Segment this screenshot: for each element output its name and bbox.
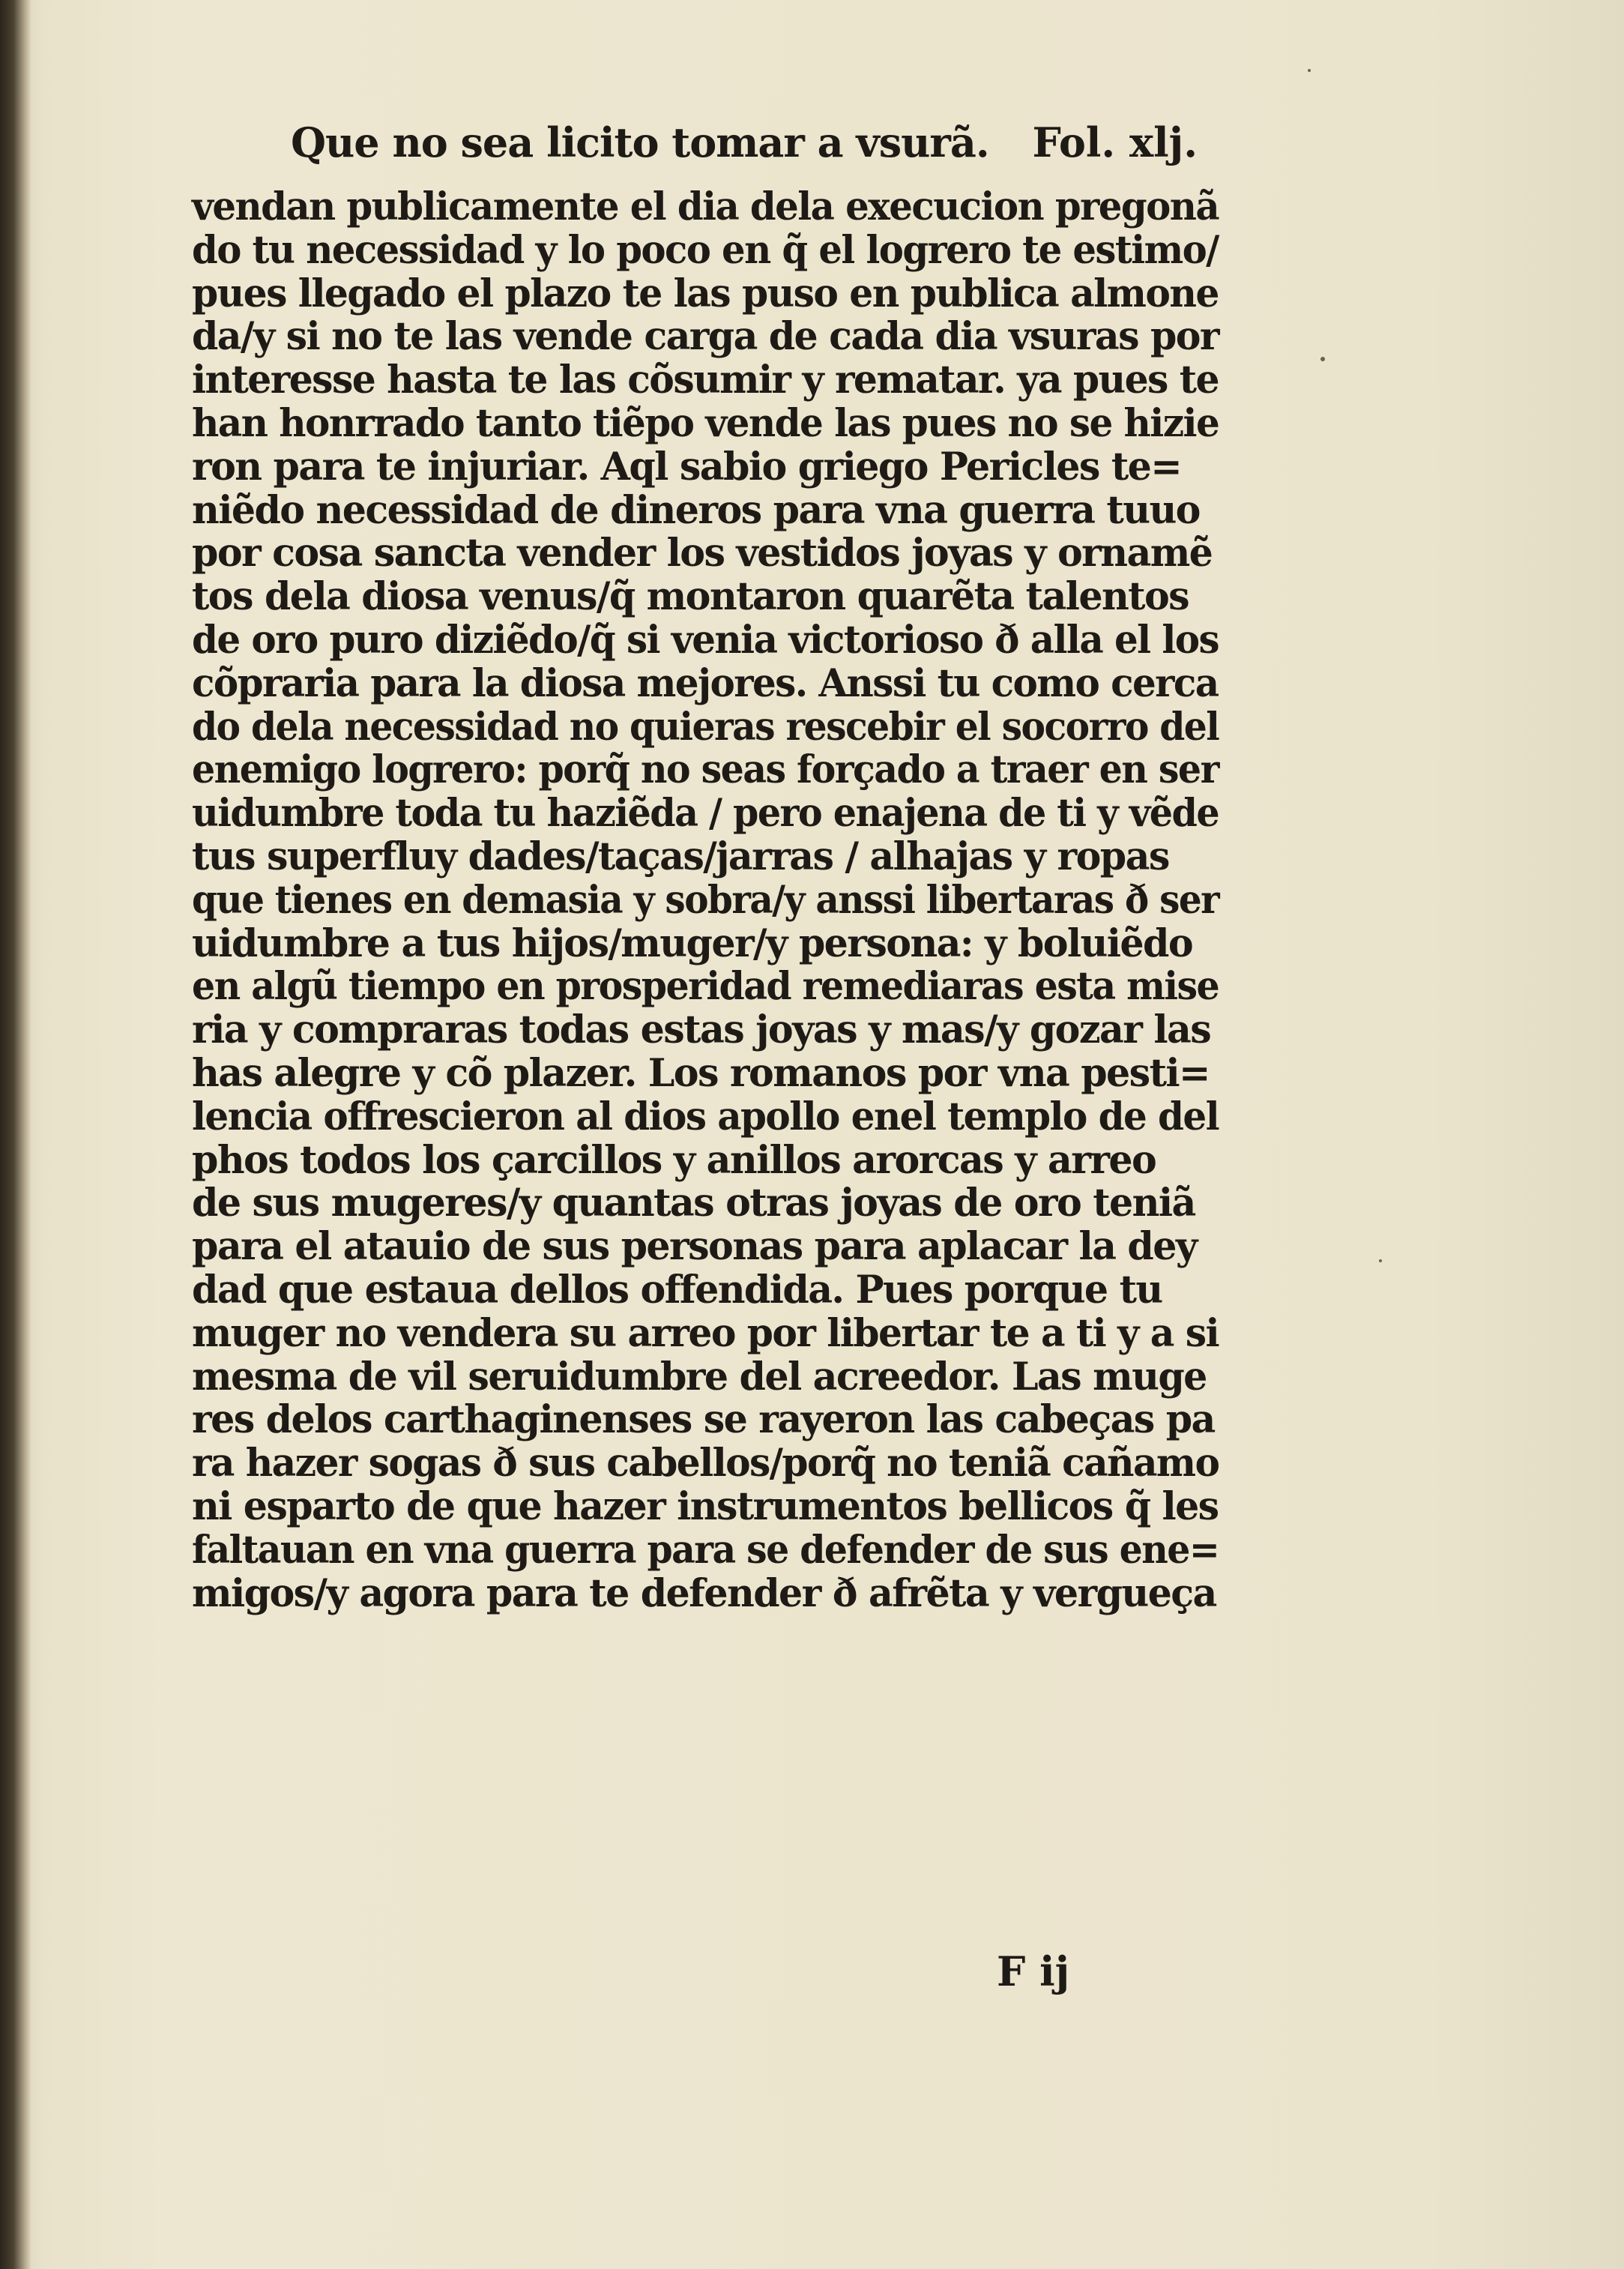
running-title: Que no sea licito tomar a vsurã. <box>291 118 989 166</box>
binding-gutter <box>0 0 31 2269</box>
paper-speck <box>1308 69 1311 72</box>
text-line: que tienes en demasia y sobra/y anssi libertaras ð ser <box>192 877 1219 923</box>
text-line: tus superfluy dades/taças/jarras / alhajas y ropas <box>192 834 1169 879</box>
text-line: muger no vendera su arreo por libertar te a ti y a si <box>192 1310 1219 1356</box>
text-line: uidumbre toda tu haziẽda / pero enajena de ti y vẽde <box>192 791 1219 837</box>
text-line: para el atauio de sus personas para aplacar la dey <box>192 1224 1197 1270</box>
text-line: ria y compraras todas estas joyas y mas/y gozar las <box>192 1007 1211 1053</box>
text-line: niẽdo necessidad de dineros para vna guerra tuuo <box>192 487 1200 533</box>
text-line: faltauan en vna guerra para se defender de sus ene= <box>192 1527 1219 1573</box>
text-line: por cosa sancta vender los vestidos joyas y ornamẽ <box>192 531 1213 576</box>
text-line: de sus mugeres/y quantas otras joyas de oro teniã <box>192 1181 1195 1226</box>
text-line: interesse hasta te las cõsumir y rematar. ya pues te <box>192 358 1219 403</box>
text-line: mesma de vil seruidumbre del acreedor. Las muge <box>192 1354 1207 1399</box>
folio-number: Fol. xlj. <box>1032 118 1198 166</box>
text-line: lencia offrescieron al dios apollo enel templo de del <box>192 1094 1219 1139</box>
page-header <box>291 112 1228 180</box>
paper-speck <box>1320 357 1325 361</box>
text-line: has alegre y cõ plazer. Los romanos por vna pesti= <box>192 1050 1210 1096</box>
text-line: do dela necessidad no quieras rescebir el socorro del <box>192 704 1219 750</box>
text-line: en algũ tiempo en prosperidad remediaras esta mise <box>192 964 1219 1010</box>
text-line: migos/y agora para te defender ð afrẽta y vergueça <box>192 1570 1216 1616</box>
text-line: ra hazer sogas ð sus cabellos/porq̃ no teniã cañamo <box>192 1441 1219 1486</box>
text-line: han honrrado tanto tiẽpo vende las pues no se hizie <box>192 400 1219 446</box>
text-line: res delos carthaginenses se rayeron las cabeças pa <box>192 1397 1215 1443</box>
text-line: de oro puro diziẽdo/q̃ si venia victorioso ð alla el los <box>192 617 1219 663</box>
text-line: vendan publicamente el dia dela execucion pregonã <box>192 184 1219 229</box>
text-line: enemigo logrero: porq̃ no seas forçado a traer en ser <box>192 747 1219 793</box>
text-line: do tu necessidad y lo poco en q̃ el logrero te estimo/ <box>192 227 1219 273</box>
text-line: cõpraria para la diosa mejores. Anssi tu como cerca <box>192 660 1219 706</box>
text-line: uidumbre a tus hijos/muger/y persona: y boluiẽdo <box>192 920 1193 966</box>
text-line: ron para te injuriar. Aql sabio griego Pericles te= <box>192 444 1182 489</box>
text-line: tos dela diosa venus/q̃ montaron quarẽta talentos <box>192 574 1189 620</box>
signature-mark: F ij <box>997 1947 1070 1995</box>
paper-speck <box>1379 1259 1382 1262</box>
body-text <box>192 186 1226 1615</box>
text-line: dad que estaua dellos offendida. Pues porque tu <box>192 1267 1162 1313</box>
text-line: pues llegado el plazo te las puso en publica almone <box>192 271 1219 316</box>
text-line: da/y si no te las vende carga de cada dia vsuras por <box>192 314 1219 360</box>
text-line: ni esparto de que hazer instrumentos bellicos q̃ les <box>192 1483 1219 1529</box>
text-line: phos todos los çarcillos y anillos arorcas y arreo <box>192 1137 1156 1183</box>
